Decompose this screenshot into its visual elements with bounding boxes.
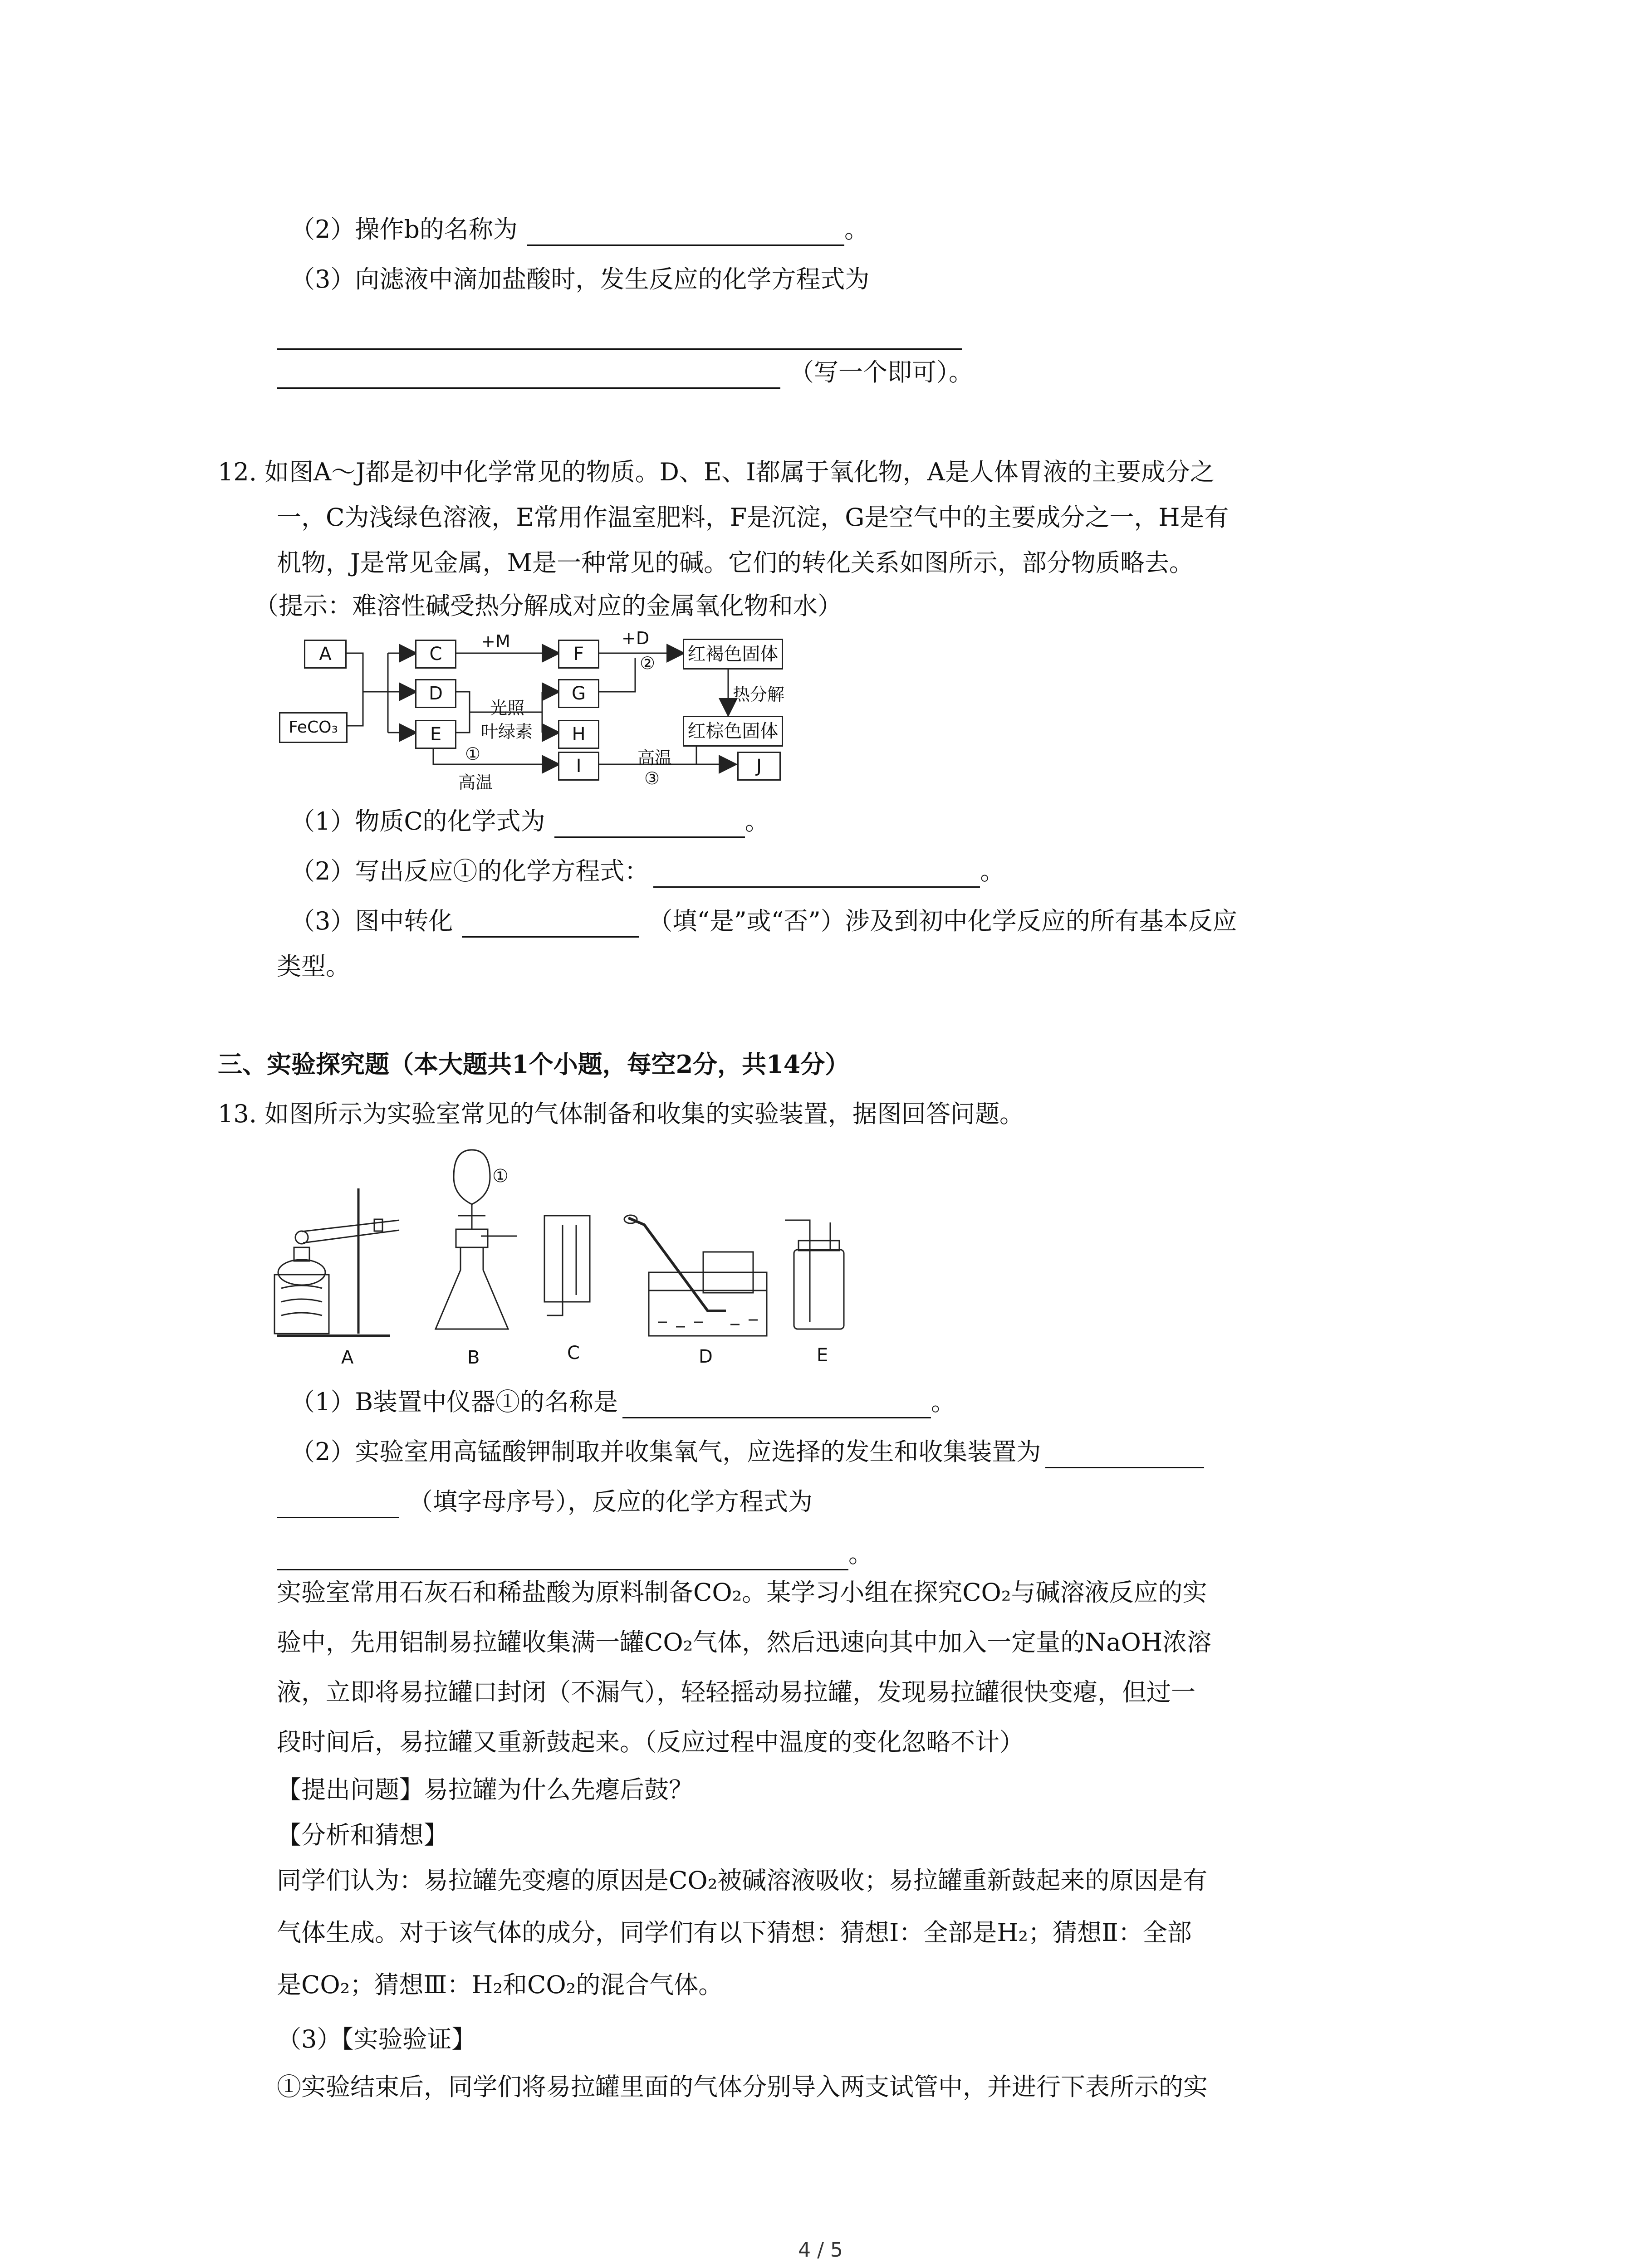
box-A: A [304, 640, 347, 669]
box-red-brown-solid: 红褐色固体 [683, 639, 783, 670]
apparatus-label-E: E [817, 1345, 828, 1366]
apparatus-label-circ1: ① [492, 1166, 509, 1187]
q13-para1: 实验室常用石灰石和稀盐酸为原料制备CO₂。某学习小组在探究CO₂与碱溶液反应的实 [277, 1578, 1207, 1607]
q11-part2-blank[interactable] [527, 220, 844, 246]
q13-para3: 液，立即将易拉罐口封闭（不漏气），轻轻摇动易拉罐，发现易拉罐很快变瘪，但过一 [277, 1678, 1195, 1706]
q13-analysis-head: 【分析和猜想】 [277, 1821, 448, 1849]
label-plus-M: +M [481, 631, 510, 651]
q12-sub1-blank[interactable] [554, 812, 745, 838]
q11-part2 [290, 213, 869, 246]
q13-question-head: 【提出问题】易拉罐为什么先瘪后鼓？ [277, 1775, 693, 1804]
box-I: I [558, 752, 599, 781]
q11-part3-suffix: （写一个即可）。 [789, 358, 973, 386]
label-plus-D: +D [622, 628, 650, 648]
q13-sub2-equation-blank[interactable] [277, 1545, 848, 1570]
q12-sub1-text: （1）物质C的化学式为 [290, 807, 545, 836]
q11-part3-line2 [277, 356, 973, 389]
q12-sub3-line2: 类型。 [277, 952, 350, 981]
section3-title: 三、实验探究题（本大题共1个小题，每空2分，共14分） [218, 1050, 850, 1079]
q12-sub3-blank[interactable] [462, 912, 639, 938]
apparatus-label-D: D [699, 1346, 713, 1367]
q13-sub1-text: （1）B装置中仪器①的名称是 [290, 1388, 618, 1416]
q13-sub2-blank1[interactable] [1045, 1442, 1204, 1468]
label-high-temp-1: 高温 [458, 772, 493, 792]
q13-analysis-line3: 是CO₂；猜想Ⅲ：H₂和CO₂的混合气体。 [277, 1970, 723, 1999]
q12-line3: 机物，J是常见金属，M是一种常见的碱。它们的转化关系如图所示，部分物质略去。 [277, 548, 1194, 577]
q13-sub2-line3 [277, 1538, 873, 1570]
label-circ-2: ② [640, 653, 656, 673]
q13-sub2-end: 。 [848, 1540, 873, 1568]
box-C: C [415, 640, 456, 669]
q12-sub2-text: （2）写出反应①的化学方程式： [290, 857, 649, 885]
q12-hint: （提示：难溶性碱受热分解成对应的金属氧化物和水） [254, 591, 842, 620]
q12-sub2 [290, 855, 1004, 888]
label-high-temp-2: 高温 [637, 748, 672, 768]
label-chlorophyll: 叶绿素 [481, 722, 533, 742]
label-light: 光照 [490, 698, 525, 718]
q13-sub2 [290, 1436, 1204, 1468]
q13-sub1-end: 。 [931, 1388, 956, 1416]
apparatus-label-C: C [567, 1343, 580, 1364]
q13-sub3-line: ①实验结束后，同学们将易拉罐里面的气体分别导入两支试管中，并进行下表所示的实 [277, 2072, 1208, 2101]
q11-part3 [290, 263, 869, 296]
q13-sub1 [290, 1386, 955, 1418]
box-FeCO3: FeCO₃ [279, 712, 348, 743]
q12-line2: 一，C为浅绿色溶液，E常用作温室肥料，F是沉淀，G是空气中的主要成分之一，H是有 [277, 503, 1229, 532]
box-G: G [558, 679, 599, 708]
q11-part3-text: （3）向滤液中滴加盐酸时，发生反应的化学方程式为 [290, 265, 870, 293]
q13-sub1-blank[interactable] [622, 1393, 931, 1418]
q13-para2: 验中，先用铝制易拉罐收集满一罐CO₂气体，然后迅速向其中加入一定量的NaOH浓溶 [277, 1628, 1212, 1657]
q12-sub1 [290, 805, 769, 838]
q13-para4: 段时间后，易拉罐又重新鼓起来。（反应过程中温度的变化忽略不计） [277, 1728, 1024, 1756]
q12-sub3 [290, 905, 1237, 938]
label-heat-decomp: 热分解 [733, 684, 785, 704]
q11-part2-text: （2）操作b的名称为 [290, 215, 518, 244]
q12-sub2-end: 。 [980, 857, 1005, 885]
apparatus-label-B: B [467, 1347, 480, 1368]
q13-analysis-line1: 同学们认为：易拉罐先变瘪的原因是CO₂被碱溶液吸收；易拉罐重新鼓起来的原因是有 [277, 1866, 1208, 1895]
box-red-brown-solid-2: 红棕色固体 [683, 716, 783, 747]
apparatus-label-A: A [341, 1347, 354, 1368]
q13-sub2-text: （2）实验室用高锰酸钾制取并收集氧气，应选择的发生和收集装置为 [290, 1437, 1041, 1466]
q11-part3-answer-line2[interactable] [277, 363, 780, 389]
page-number: 4 / 5 [798, 2239, 843, 2262]
box-D: D [415, 679, 456, 708]
box-E: E [415, 720, 456, 749]
q11-part2-end: 。 [844, 215, 869, 244]
q13-sub2-line2 [277, 1486, 813, 1518]
q12-sub3-rest: （填“是”或“否”）涉及到初中化学反应的所有基本反应 [648, 907, 1237, 935]
q12-sub3-text: （3）图中转化 [290, 907, 453, 935]
box-J: J [737, 752, 781, 781]
q12-line1: 12. 如图A～J都是初中化学常见的物质。D、E、I都属于氧化物，A是人体胃液的主要成分之 [218, 458, 1215, 486]
q13-sub2-line2-text: （填字母序号），反应的化学方程式为 [408, 1487, 813, 1516]
box-F: F [558, 640, 599, 669]
q12-sub2-blank[interactable] [653, 862, 980, 888]
q13-sub2-blank2[interactable] [277, 1492, 399, 1518]
q12-sub1-end: 。 [745, 807, 769, 836]
q13-analysis-line2: 气体生成。对于该气体的成分，同学们有以下猜想：猜想Ⅰ：全部是H₂；猜想Ⅱ：全部 [277, 1918, 1192, 1947]
q11-part3-answer-line1[interactable] [277, 348, 962, 350]
label-circ-1: ① [465, 744, 481, 764]
box-H: H [558, 720, 599, 749]
q13-sub3-head: （3）【实验验证】 [277, 2025, 476, 2053]
q13-intro: 13. 如图所示为实验室常见的气体制备和收集的实验装置，据图回答问题。 [218, 1100, 1024, 1128]
label-circ-3: ③ [644, 768, 660, 788]
